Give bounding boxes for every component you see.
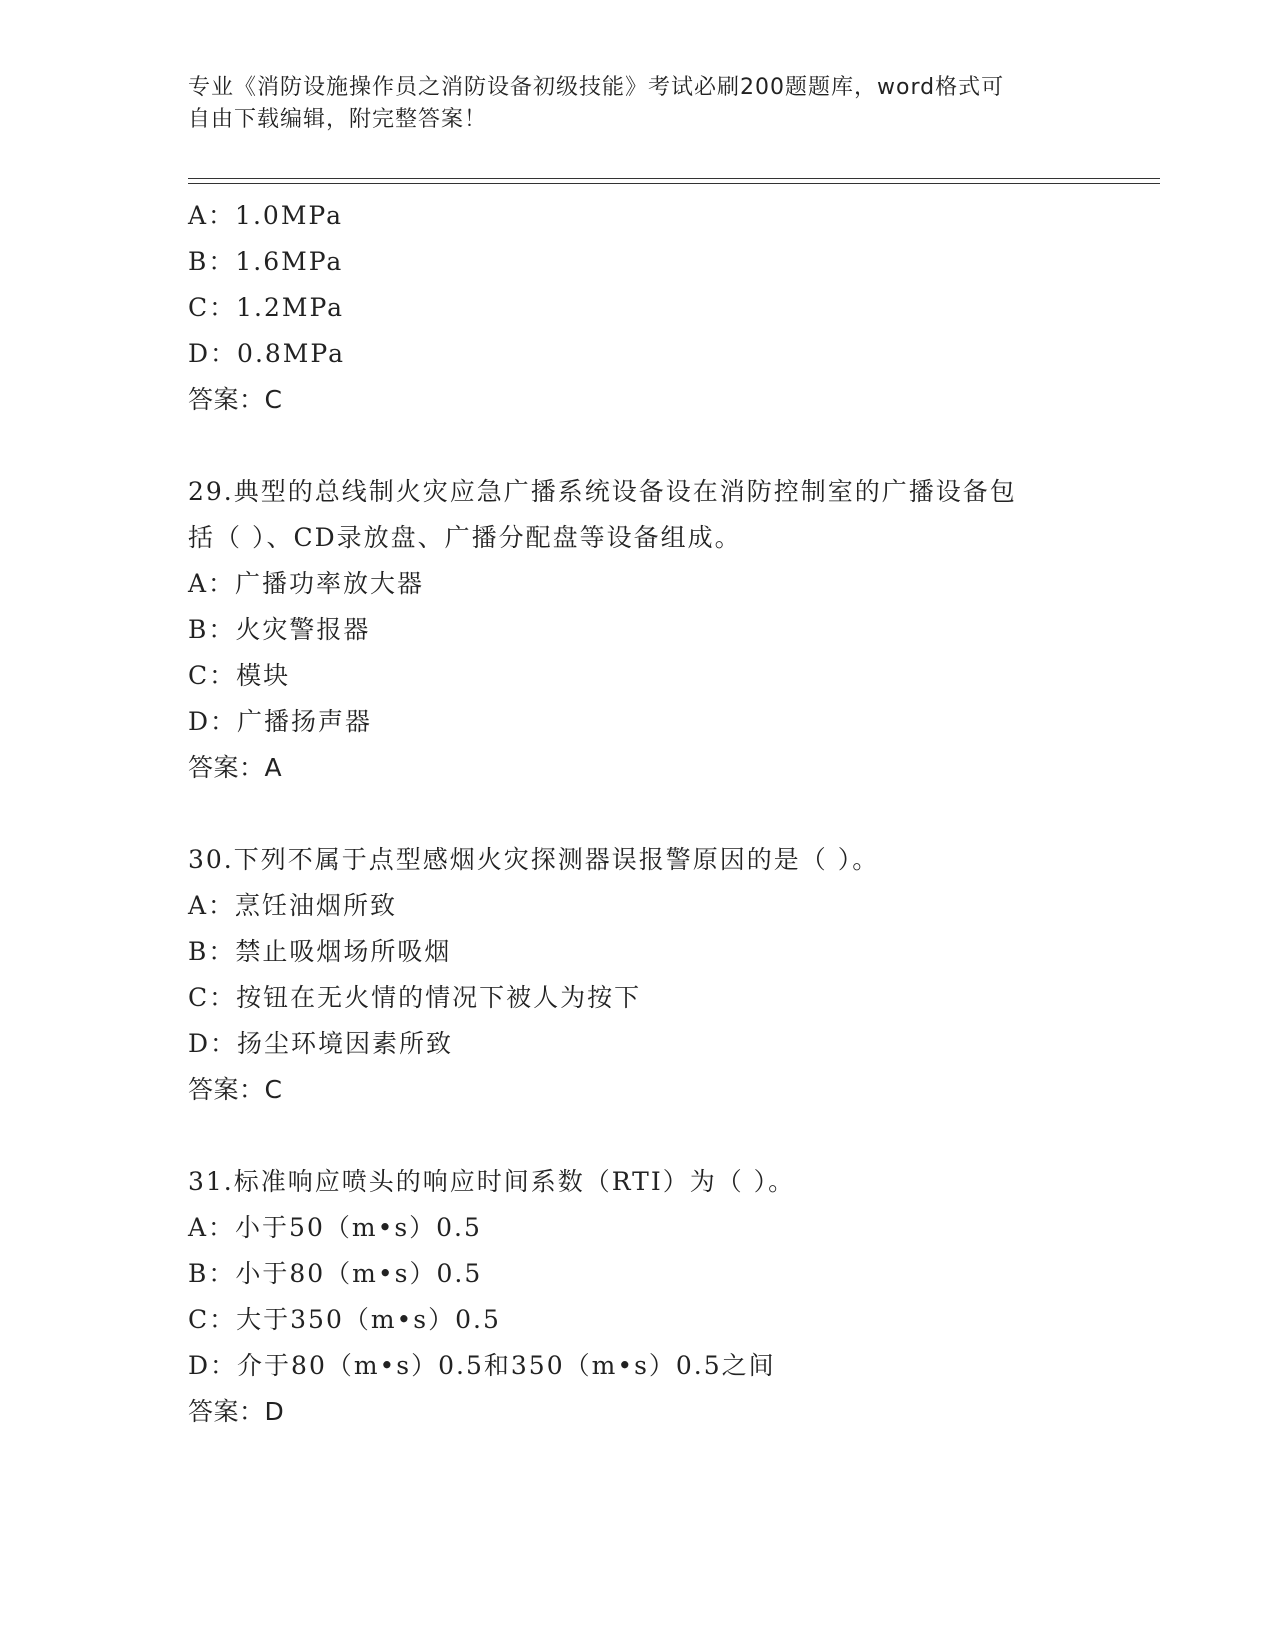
question-content <box>188 193 1160 1435</box>
question-block-28 <box>188 193 1160 423</box>
option-a: A：1.0MPa <box>188 201 344 230</box>
page-header <box>188 72 1088 136</box>
spacer <box>188 423 1160 469</box>
option-d: D：介于80（m•s）0.5和350（m•s）0.5之间 <box>188 1351 776 1380</box>
question-text-line-1: 31.标准响应喷头的响应时间系数（RTI）为（ ）。 <box>188 1167 796 1196</box>
header-divider-bottom <box>188 183 1160 184</box>
answer: 答案：C <box>188 385 283 414</box>
question-text-line-1: 29.典型的总线制火灾应急广播系统设备设在消防控制室的广播设备包 <box>188 477 1017 506</box>
answer: 答案：A <box>188 753 283 782</box>
option-b: B：小于80（m•s）0.5 <box>188 1259 483 1288</box>
option-c: C：1.2MPa <box>188 293 345 322</box>
option-b: B：火灾警报器 <box>188 615 371 644</box>
answer: 答案：D <box>188 1397 285 1426</box>
option-d: D：广播扬声器 <box>188 707 373 736</box>
header-divider-top <box>188 178 1160 179</box>
option-b: B：禁止吸烟场所吸烟 <box>188 937 452 966</box>
question-text-line-2: 括（ ）、CD录放盘、广播分配盘等设备组成。 <box>188 523 742 552</box>
option-a: A：烹饪油烟所致 <box>188 891 398 920</box>
header-line-1: 专业《消防设施操作员之消防设备初级技能》考试必刷200题题库，word格式可 <box>188 75 1005 100</box>
spacer <box>188 1113 1160 1159</box>
option-c: C：大于350（m•s）0.5 <box>188 1305 501 1334</box>
answer: 答案：C <box>188 1075 283 1104</box>
option-a: A：广播功率放大器 <box>188 569 425 598</box>
header-line-2: 自由下载编辑，附完整答案！ <box>188 107 488 132</box>
option-c: C：按钮在无火情的情况下被人为按下 <box>188 983 642 1012</box>
question-block-29 <box>188 469 1160 791</box>
spacer <box>188 791 1160 837</box>
option-d: D：扬尘环境因素所致 <box>188 1029 454 1058</box>
question-text-line-1: 30.下列不属于点型感烟火灾探测器误报警原因的是（ ）。 <box>188 845 880 874</box>
option-c: C：模块 <box>188 661 291 690</box>
option-a: A：小于50（m•s）0.5 <box>188 1213 482 1242</box>
question-block-31 <box>188 1159 1160 1435</box>
option-d: D：0.8MPa <box>188 339 346 368</box>
question-block-30 <box>188 837 1160 1113</box>
option-b: B：1.6MPa <box>188 247 344 276</box>
